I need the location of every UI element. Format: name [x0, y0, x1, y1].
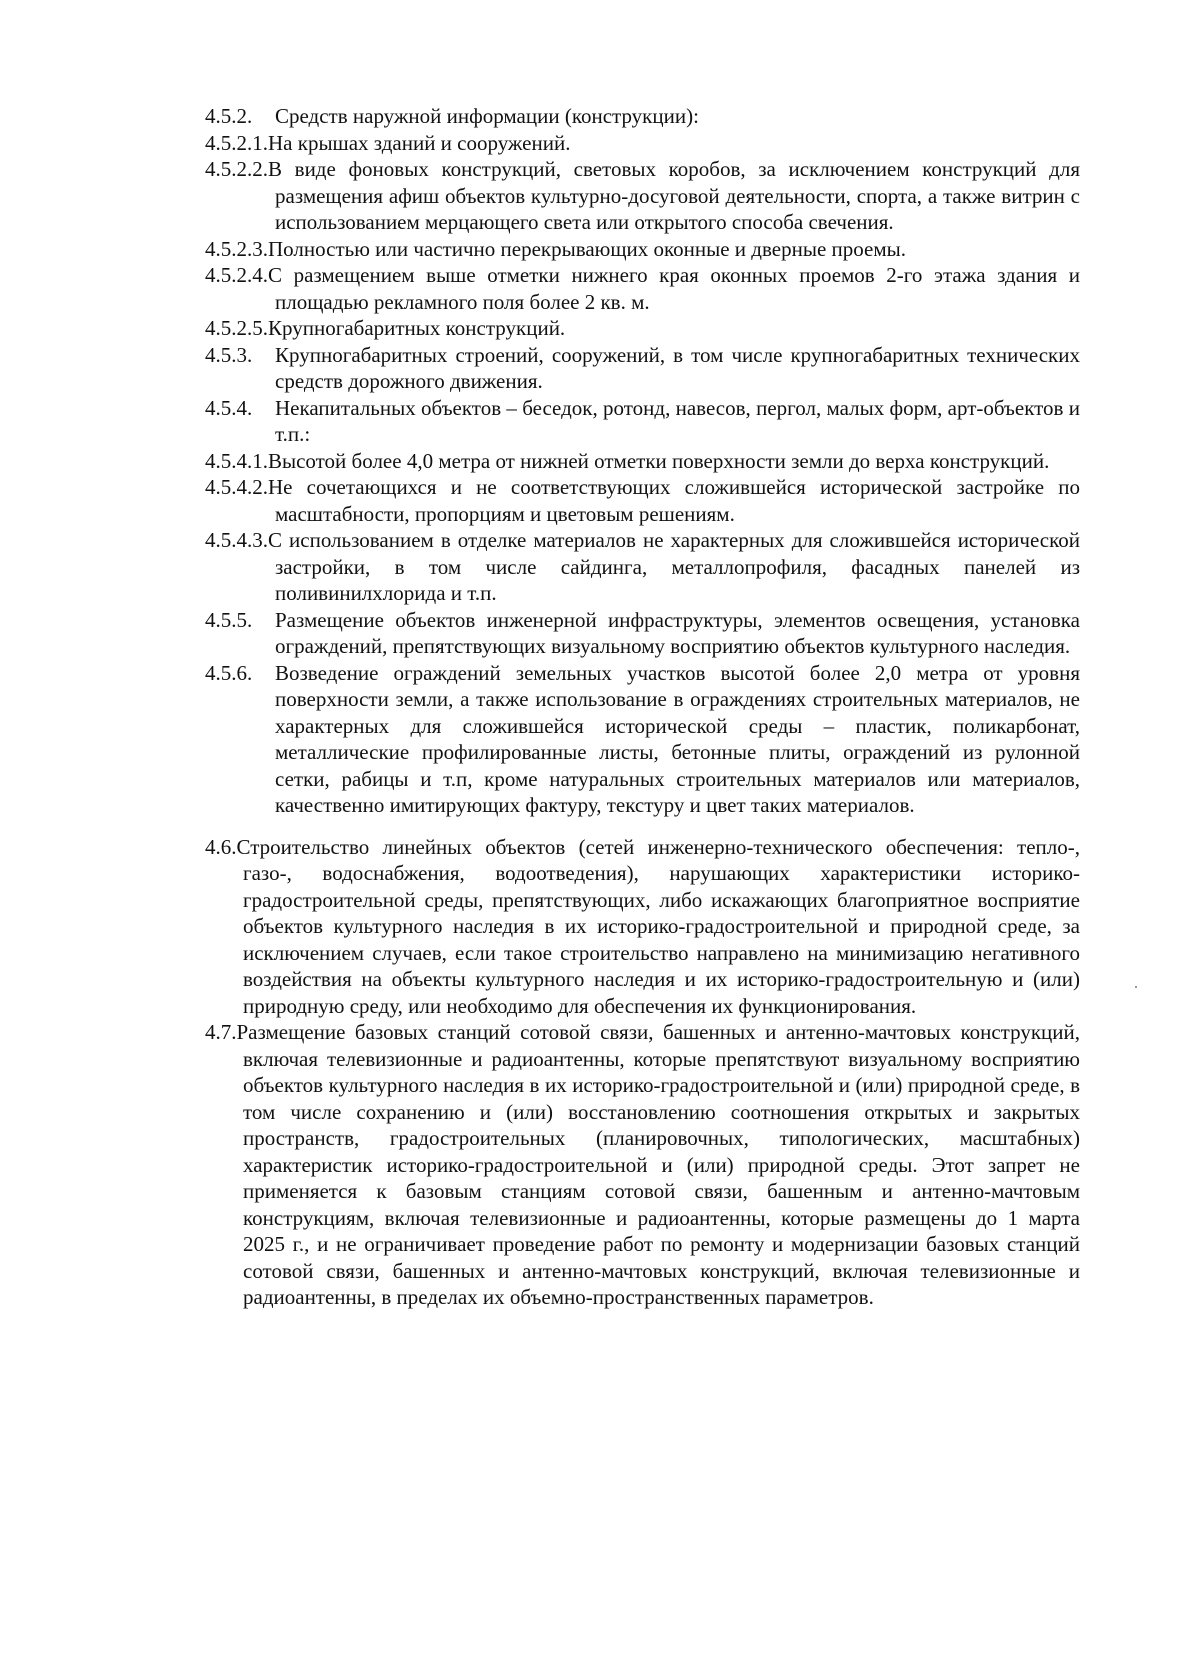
clause-4-5-4-3: [205, 527, 1080, 607]
clause-text: В виде фоновых конструкций, световых коробов, за исключением конструкций для размещения афиш объектов культурно-досуговой деятельности, спорта, а также витрин с использованием мерцающего света или открытого способа свечения.: [268, 157, 1080, 234]
clause-text: Не сочетающихся и не соответствующих сложившейся исторической застройке по масштабности, пропорциям и цветовым решениям.: [268, 475, 1080, 526]
clause-text: С размещением выше отметки нижнего края оконных проемов 2-го этажа здания и площадью рекламного поля более 2 кв. м.: [268, 263, 1080, 314]
clause-4-5-2-3: [205, 236, 1080, 263]
clause-number: 4.5.4.2.: [205, 475, 268, 499]
clause-4-5-2-2: [205, 156, 1080, 236]
clause-number: 4.5.4.: [205, 395, 253, 420]
clause-number: 4.5.3.: [205, 342, 253, 367]
clause-number: 4.5.2.4.: [205, 263, 268, 287]
clause-4-7: [205, 1019, 1080, 1311]
clause-number: 4.5.2.3.: [205, 236, 268, 261]
document-body: [205, 103, 1080, 1311]
clause-4-5-6: [205, 660, 1080, 819]
clause-number: 4.5.2.5.: [205, 316, 268, 340]
clause-4-5-2-5: [205, 315, 1080, 342]
clause-4-5-4-1: [205, 448, 1080, 475]
clause-number: 4.5.4.1.: [205, 448, 268, 473]
clause-text: Размещение объектов инженерной инфраструктуры, элементов освещения, установка ограждений, препятствующих визуальному восприятию объектов культурного наследия.: [275, 607, 1080, 658]
clause-text: Размещение базовых станций сотовой связи, башенных и антенно-мачтовых конструкций, включая телевизионные и радиоантенны, которые препятствуют визуальному восприятию объектов культурного наследия в их историко-градостроительной и (или) природной среде, в том числе сохранению и (или) восстановлению соотношения открытых и закрытых пространств, градостроительных (планировочных, типологических, масштабных) характеристик историко-градостроительной и (или) природной среды. Этот запрет не применяется к базовым станциям сотовой связи, башенным и антенно-мачтовым конструкциям, включая телевизионные и радиоантенны, которые размещены до 1 марта 2025 г., и не ограничивает проведение работ по ремонту и модернизации базовых станций сотовой связи, башенных и антенно-мачтовых конструкций, включая телевизионные и радиоантенны, в пределах их объемно-пространственных параметров.: [236, 1020, 1080, 1309]
clause-text: Средств наружной информации (конструкции):: [275, 104, 699, 128]
clause-text: На крышах зданий и сооружений.: [268, 130, 571, 155]
clause-text: Возведение ограждений земельных участков высотой более 2,0 метра от уровня поверхности земли, а также использование в ограждениях строительных материалов, не характерных для сложившейся исторической среды – пластик, поликарбонат, металлические профилированные листы, бетонные плиты, ограждений из рулонной сетки, рабицы и т.п, кроме натуральных строительных материалов или материалов, качественно имитирующих фактуру, текстуру и цвет таких материалов.: [275, 660, 1080, 817]
clause-4-6: [205, 834, 1080, 1020]
clause-text: Крупногабаритных конструкций.: [268, 316, 566, 340]
clause-number: 4.5.2.1.: [205, 130, 268, 155]
clause-number: 4.5.6.: [205, 660, 253, 685]
clause-text: С использованием в отделке материалов не характерных для сложившейся исторической застройки, в том числе сайдинга, металлопрофиля, фасадных панелей из поливинилхлорида и т.п.: [268, 528, 1080, 605]
clause-text: Крупногабаритных строений, сооружений, в том числе крупногабаритных технических средств дорожного движения.: [275, 342, 1080, 393]
clause-text: Полностью или частично перекрывающих оконные и дверные проемы.: [268, 236, 906, 261]
clause-4-5-2-4: [205, 262, 1080, 315]
clause-text: Высотой более 4,0 метра от нижней отметки поверхности земли до верха конструкций.: [268, 448, 1050, 473]
clause-4-5-4-2: [205, 474, 1080, 527]
clause-number: 4.7.: [205, 1020, 237, 1044]
clause-text: Строительство линейных объектов (сетей инженерно-технического обеспечения: тепло-, газо-, водоснабжения, водоотведения), нарушающих характеристики историко-градостроительной среды, препятствующих, либо искажающих благоприятное восприятие объектов культурного наследия в их историко-градостроительной и природной среде, за исключением случаев, если такое строительство направлено на минимизацию негативного воздействия на объекты культурного наследия и их историко-градостроительную и (или) природную среду, или необходимо для обеспечения их функционирования.: [236, 834, 1080, 1018]
clause-number: 4.6.: [205, 834, 237, 859]
clause-4-5-2-1: [205, 130, 1080, 157]
clause-4-5-3: [205, 342, 1080, 395]
clause-number: 4.5.2.: [205, 104, 253, 128]
clause-number: 4.5.5.: [205, 607, 253, 632]
clause-number: 4.5.4.3.: [205, 528, 268, 552]
clause-4-5-5: [205, 607, 1080, 660]
scan-speck: [1135, 986, 1137, 988]
clause-4-5-4: [205, 395, 1080, 448]
clause-4-5-2: [205, 103, 1080, 130]
clause-text: Некапитальных объектов – беседок, ротонд, навесов, пергол, малых форм, арт-объектов и т.п.:: [275, 395, 1080, 446]
clause-number: 4.5.2.2.: [205, 157, 268, 181]
